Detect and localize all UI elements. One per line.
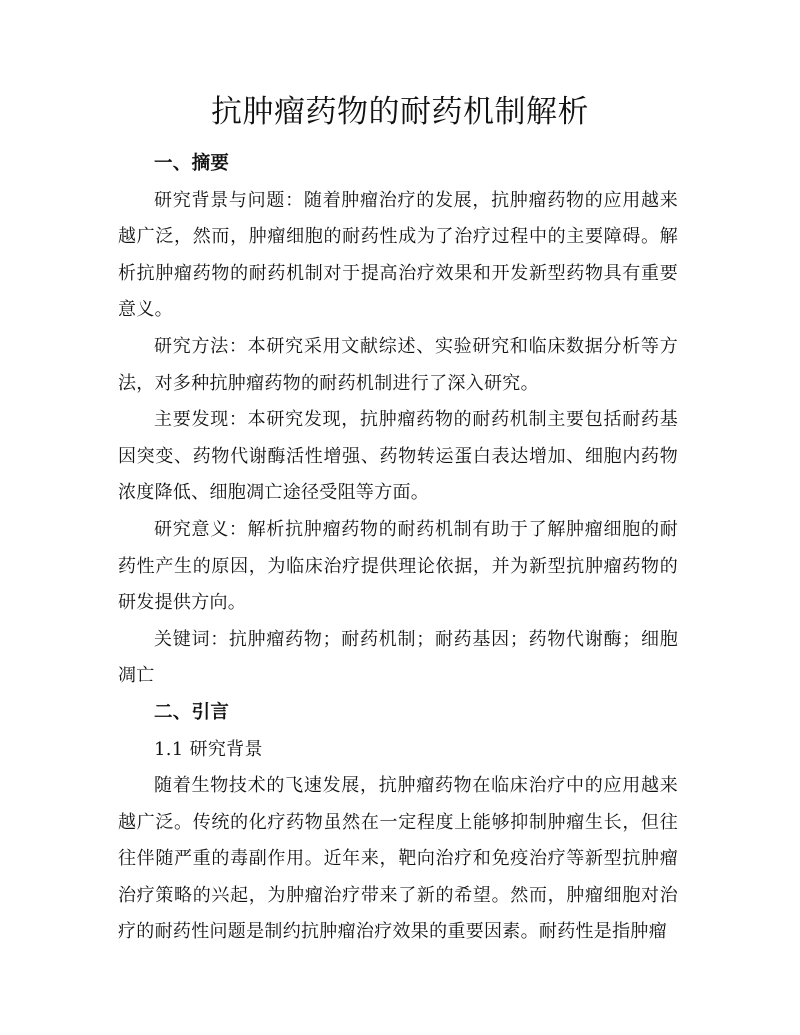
paragraph-significance: 研究意义：解析抗肿瘤药物的耐药机制有助于了解肿瘤细胞的耐药性产生的原因，为临床治疗提供理论依据，并为新型抗肿瘤药物的研发提供方向。 [118,518,678,614]
section-heading-abstract: 一、摘要 [154,153,230,174]
document-body [118,146,678,951]
paragraph-keywords: 关键词：抗肿瘤药物；耐药机制；耐药基因；药物代谢酶；细胞凋亡 [118,628,678,687]
section-heading-introduction: 二、引言 [154,701,230,723]
subsection-heading-background: 1.1 研究背景 [154,738,263,760]
paragraph-methods: 研究方法：本研究采用文献综述、实验研究和临床数据分析等方法，对多种抗肿瘤药物的耐药机制进行了深入研究。 [118,335,678,394]
document-title: 抗肿瘤药物的耐药机制解析 [211,94,589,130]
paragraph-findings: 主要发现：本研究发现，抗肿瘤药物的耐药机制主要包括耐药基因突变、药物代谢酶活性增强、药物转运蛋白表达增加、细胞内药物浓度降低、细胞凋亡途径受阻等方面。 [118,409,678,504]
paragraph-introduction: 随着生物技术的飞速发展，抗肿瘤药物在临床治疗中的应用越来越广泛。传统的化疗药物虽然在一定程度上能够抑制肿瘤生长，但往往伴随严重的毒副作用。近年来，靶向治疗和免疫治疗等新型抗肿瘤治疗策略的兴起，为肿瘤治疗带来了新的希望。然而，肿瘤细胞对治疗的耐药性问题是制约抗肿瘤治疗效果的重要因素。耐药性是指肿瘤 [118,775,678,943]
paragraph-background: 研究背景与问题：随着肿瘤治疗的发展，抗肿瘤药物的应用越来越广泛，然而，肿瘤细胞的耐药性成为了治疗过程中的主要障碍。解析抗肿瘤药物的耐药机制对于提高治疗效果和开发新型药物具有重要意义。 [118,189,678,321]
